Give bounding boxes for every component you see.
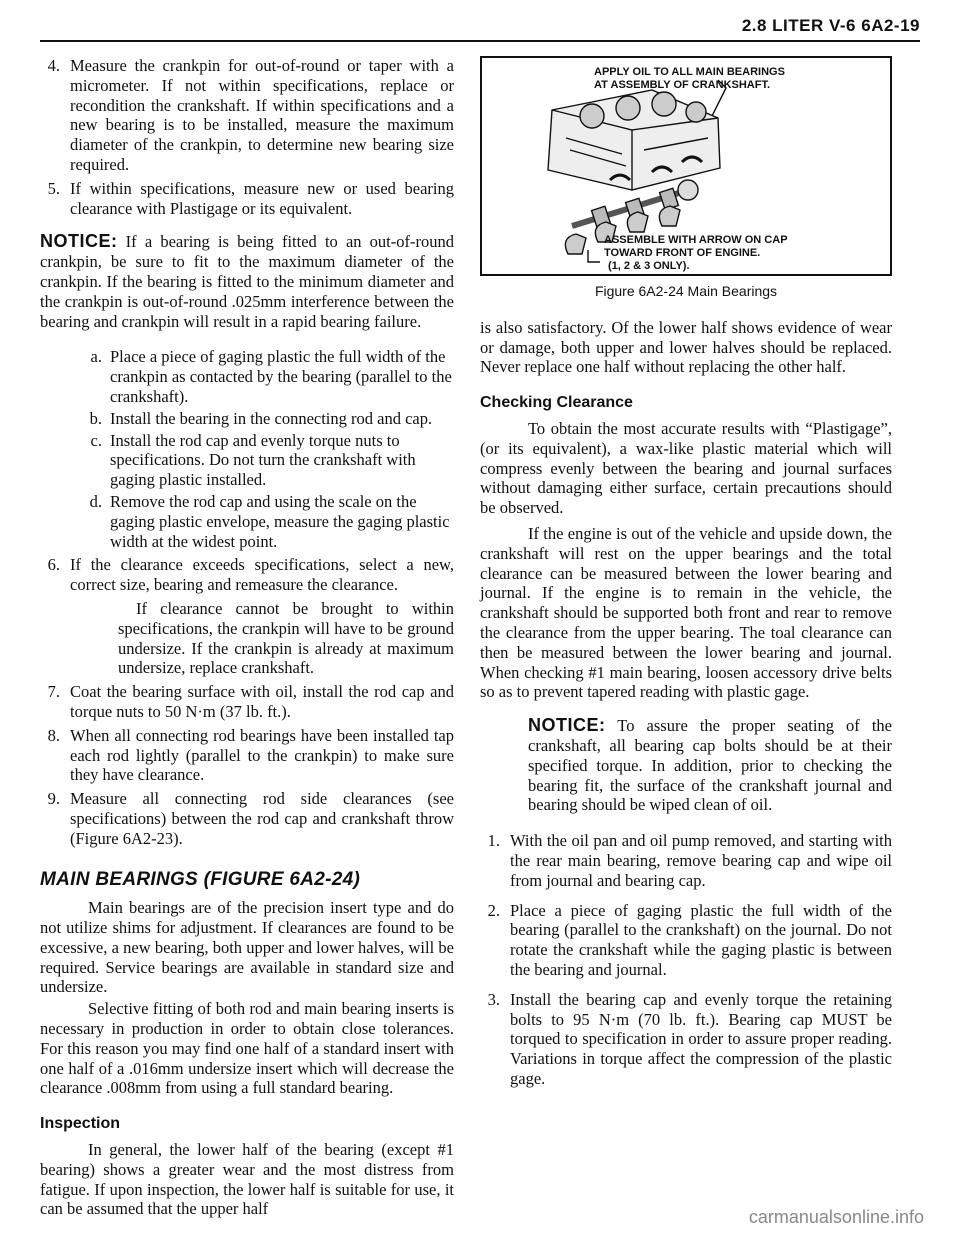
paragraph: In general, the lower half of the bearing (except #1 bearing) shows a greater wear and the most distress from fatigue. If upon inspection, the lower half is suitable for use, it can be assumed that the upper half — [40, 1140, 454, 1219]
substep-b — [84, 409, 454, 429]
paragraph: is also satisfactory. Of the lower half shows evidence of wear or damage, both upper and lower halves should be replaced. Never replace one half without replacing the other half. — [480, 317, 892, 377]
substep-d — [84, 492, 454, 551]
figure-label: TOWARD FRONT OF ENGINE. — [604, 247, 761, 259]
figure-label: (1, 2 & 3 ONLY). — [608, 260, 690, 272]
step-text: Install the bearing cap and evenly torque the retaining bolts to 95 N·m (70 lb. ft.). Bearing cap MUST be torqued to specification in order to assure proper reading. Variations in torque affect the compression of the plastic gage. — [510, 989, 892, 1088]
step-text: Measure the crankpin for out-of-round or taper with a micrometer. If not within specifications, replace or recondition the crankshaft. If within specifications and a new bearing is to be installed, measure the maximum diameter of the crankpin, to determine new bearing size required. — [70, 56, 454, 174]
substep-list — [84, 347, 454, 551]
step-text: When all connecting rod bearings have been installed tap each rod lightly (parallel to the crankpin) to make sure they have clearance. — [70, 725, 454, 785]
step-text: If within specifications, measure new or used bearing clearance with Plastigage or its equivalent. — [70, 178, 454, 218]
step-number: 8. — [47, 725, 60, 745]
right-column — [480, 56, 892, 1093]
substep-a — [84, 347, 454, 406]
paragraph: Main bearings are of the precision insert type and do not utilize shims for adjustment. If clearances are found to be excessive, a new bearing, both upper and lower halves, will be required. Service bearings are available in standard size and undersize. — [40, 898, 454, 997]
substep-text: Install the bearing in the connecting rod and cap. — [110, 408, 433, 428]
notice-text: To assure the proper seating of the crankshaft, all bearing cap bolts should be at their specified torque. In addition, prior to checking the bearing fit, the surface of the crankshaft journal and bearing should be wiped clean of oil. — [528, 716, 892, 815]
step-number: 3. — [487, 989, 500, 1009]
page-header — [40, 14, 920, 42]
step-text: Place a piece of gaging plastic the full width of the bearing (parallel to the crankshaft) on the journal. Do not rotate the crankshaft while the gaging plastic is between the bearing and journal. — [510, 900, 892, 979]
step-number: 7. — [47, 682, 60, 702]
figure-label: APPLY OIL TO ALL MAIN BEARINGS — [594, 66, 785, 78]
subheading-checking-clearance: Checking Clearance — [480, 394, 633, 412]
step-6 — [40, 555, 454, 595]
step-number: 9. — [47, 789, 60, 809]
step-7 — [40, 682, 454, 722]
step-text: With the oil pan and oil pump removed, and starting with the rear main bearing, remove bearing cap and wipe oil from journal and bearing cap. — [510, 831, 892, 890]
figure-label: AT ASSEMBLY OF CRANKSHAFT. — [594, 79, 771, 91]
substep-c — [84, 431, 454, 490]
figure-label: ASSEMBLE WITH ARROW ON CAP — [604, 234, 788, 246]
step-number: 6. — [47, 555, 60, 575]
step-6-note: If clearance cannot be brought to within specifications, the crankpin will have to be ground undersize. If the crankpin is already at maximum undersize, replace crankshaft. — [118, 598, 454, 678]
notice-text: If a bearing is being fitted to an out-of-round crankpin, be sure to fit to the maximum diameter of the crankpin. If the bearing is fitted to the minimum diameter and the crankpin is out-of-round .025mm interference between the bearing and crankpin will result in a rapid bearing failure. — [40, 232, 454, 331]
paragraph: Selective fitting of both rod and main bearing inserts is necessary in production in order to obtain close tolerances. For this reason you may find one half of a standard insert with one half of a .016mm undersize insert which will decrease the clearance .008mm from using a full standard bearing. — [40, 999, 454, 1098]
notice-label: NOTICE: — [528, 715, 606, 736]
step-number: 4. — [47, 56, 60, 75]
page-title: 2.8 LITER V-6 6A2-19 — [741, 16, 920, 35]
subheading-inspection: Inspection — [40, 1115, 121, 1133]
substep-letter: a. — [90, 347, 102, 367]
figure-main-bearings — [480, 56, 892, 276]
section-heading-main-bearings: MAIN BEARINGS (FIGURE 6A2-24) — [40, 869, 361, 891]
substep-text: Place a piece of gaging plastic the full width of the crankpin as contacted by the bearing (parallel to the crankshaft). — [110, 347, 452, 406]
left-column — [40, 56, 454, 1221]
watermark: carmanualsonline.info — [748, 1207, 924, 1227]
substep-text: Remove the rod cap and using the scale on the gaging plastic envelope, measure the gaging plastic width at the widest point. — [110, 491, 450, 551]
step-text: If the clearance exceeds specifications, select a new, correct size, bearing and remeasure the clearance. — [70, 555, 454, 595]
notice-box — [528, 716, 892, 815]
paragraph: If the engine is out of the vehicle and upside down, the crankshaft will rest on the upper bearings and the total clearance can be measured between the lower bearing and journal. If the engine is to remain in the vehicle, the crankshaft should be supported both front and rear to remove the clearance from the upper bearing. The toal clearance can then be measured between the lower bearing and journal. When checking #1 main bearing, loosen accessory drive belts so as to prevent tapered reading with plastic gage. — [480, 523, 892, 702]
substep-letter: d. — [89, 491, 102, 511]
step-4 — [40, 56, 454, 175]
substep-text: Install the rod cap and evenly torque nuts to specifications. Do not turn the crankshaft with gaging plastic installed. — [110, 430, 416, 490]
figure-caption: Figure 6A2-24 Main Bearings — [594, 283, 778, 299]
step-text: Measure all connecting rod side clearances (see specifications) between the rod cap and crankshaft throw (Figure 6A2-23). — [70, 789, 454, 848]
step-3 — [480, 990, 892, 1089]
notice-label: NOTICE: — [40, 231, 118, 252]
notice-box — [40, 232, 454, 331]
step-5 — [40, 179, 454, 219]
substep-letter: b. — [89, 408, 102, 428]
step-9 — [40, 789, 454, 848]
step-number: 5. — [47, 178, 60, 198]
step-number: 1. — [487, 831, 500, 851]
step-text: Coat the bearing surface with oil, install the rod cap and torque nuts to 50 N·m (37 lb. ft.). — [70, 682, 454, 721]
step-1 — [480, 831, 892, 890]
step-number: 2. — [487, 900, 500, 920]
paragraph: To obtain the most accurate results with “Plastigage”, (or its equivalent), a wax-like plastic material which will compress evenly between the bearing and journal surfaces without damaging either surface, certain precautions should be observed. — [480, 418, 892, 518]
substep-letter: c. — [90, 430, 102, 450]
step-2 — [480, 901, 892, 980]
step-8 — [40, 726, 454, 785]
